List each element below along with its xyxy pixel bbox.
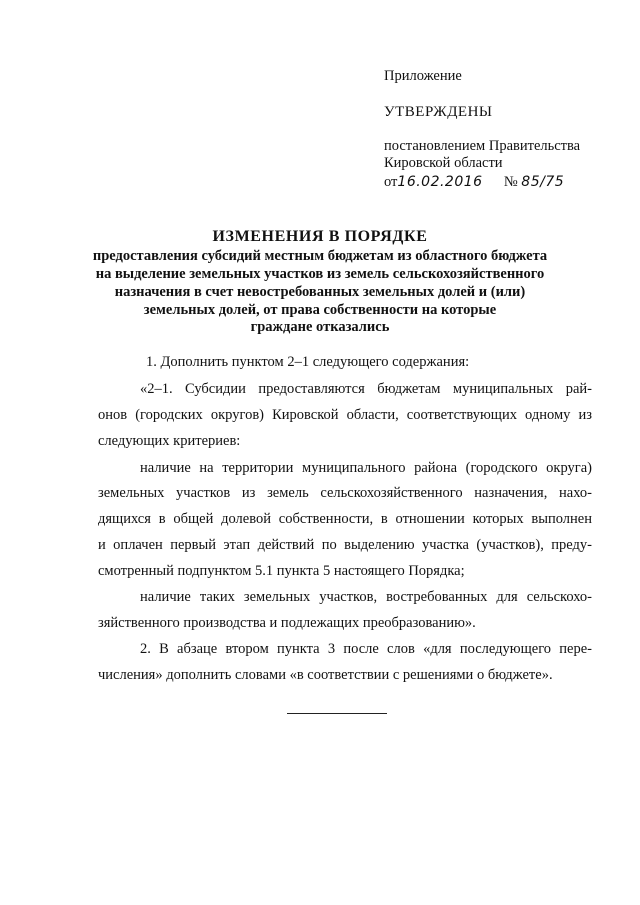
body-line: дящихся в общей долевой собственности, в отношении которых выполнен [98,511,592,527]
number-prefix: № [503,174,518,190]
body-line: наличие таких земельных участков, востребованных для сельскохо- [140,589,592,605]
handwritten-date: 16.02.2016 [397,174,483,190]
item-2-text: 2. В абзаце втором пункта 3 после слов «для последующего пере- [140,641,592,657]
body-line: зяйственного производства и подлежащих преобразованию». [98,615,476,631]
body-line: онов (городских округов) Кировской области, соответствующих одному из [98,407,592,423]
body-line: земельных участков из земель сельскохозяйственного назначения, нахо- [98,485,592,501]
approval-line-1: постановлением Правительства [384,138,581,154]
title-subline: предоставления субсидий местным бюджетам из областного бюджета [92,248,548,264]
handwritten-number: 85/75 [521,174,565,190]
body-line: числения» дополнить словами «в соответствии с решениями о бюджете». [98,667,553,683]
closing-divider [287,713,387,714]
body-line: наличие на территории муниципального района (городского округа) [140,460,592,476]
approved-label: УТВЕРЖДЕНЫ [384,104,493,120]
title-subline: на выделение земельных участков из земель сельскохозяйственного [95,266,545,282]
body-line: смотренный подпунктом 5.1 пункта 5 настоящего Порядка; [98,563,465,579]
approval-date-line [384,174,564,191]
date-prefix: от [384,174,398,190]
body-line: следующих критериев: [98,433,241,449]
document-title: ИЗМЕНЕНИЯ В ПОРЯДКЕ [212,228,428,245]
appendix-label: Приложение [384,68,462,84]
title-subline: граждане отказались [250,319,390,335]
title-subline: земельных долей, от права собственности на которые [143,302,497,318]
approval-line-2: Кировской области [384,155,503,171]
title-subline: назначения в счет невостребованных земельных долей и (или) [114,284,526,300]
item-1-text: 1. Дополнить пунктом 2–1 следующего содержания: [146,354,470,370]
body-line: и оплачен первый этап действий по выделению участка (участков), преду- [98,537,592,553]
body-line: «2–1. Субсидии предоставляются бюджетам муниципальных рай- [140,381,592,397]
